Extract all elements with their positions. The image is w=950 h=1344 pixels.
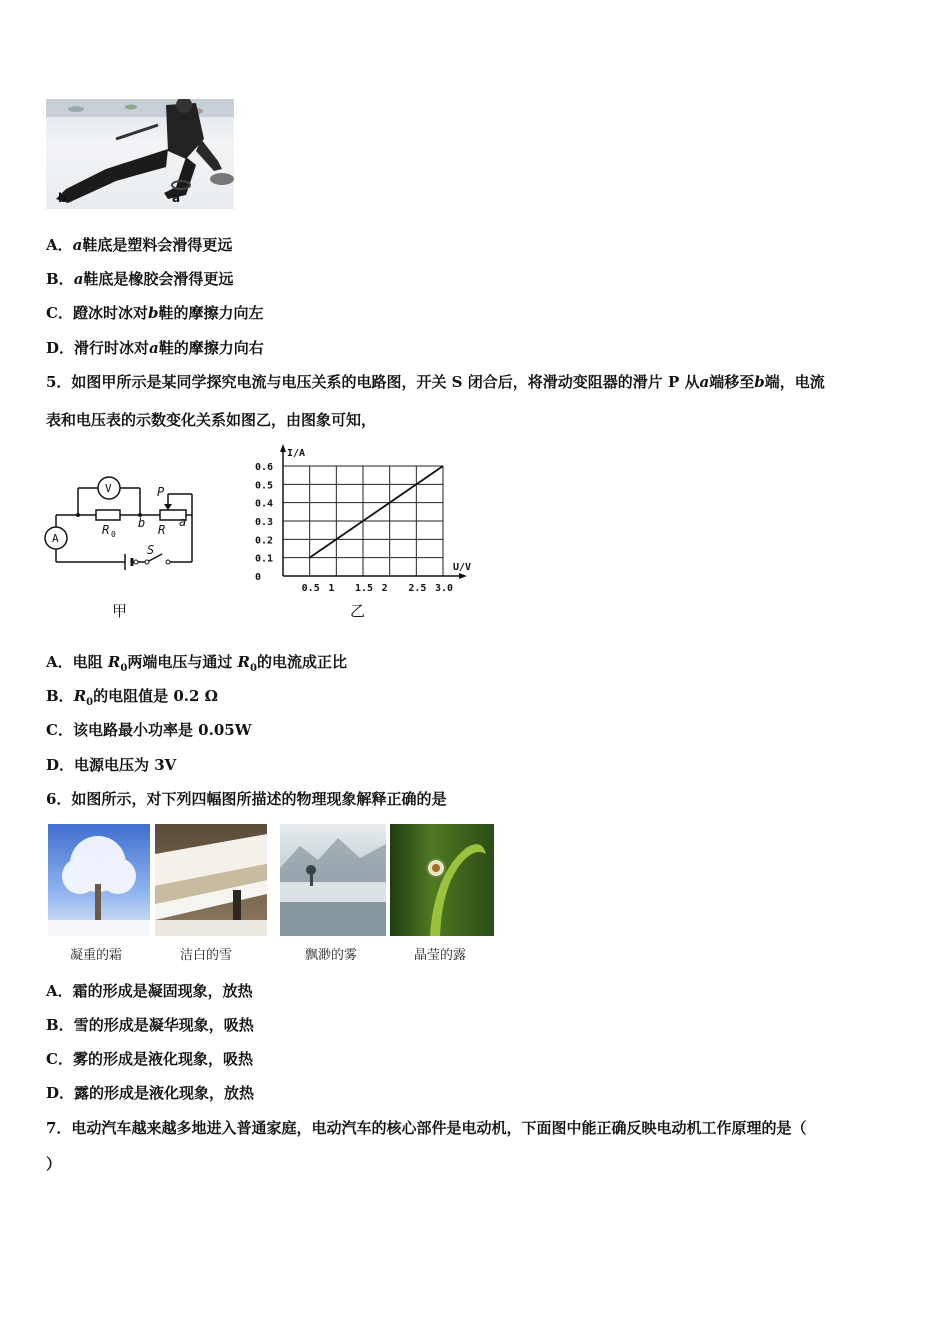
figure-yi-label: 乙: [350, 602, 366, 620]
figure-jia-label: 甲: [112, 602, 128, 620]
y-tick-label-4: 0.4: [255, 498, 274, 510]
iu-chart: [245, 440, 485, 600]
curling-photo-art: [46, 99, 234, 209]
shoe-label-b: b: [58, 191, 67, 205]
series-line-0: [310, 466, 443, 558]
snow-bench-photo: [155, 824, 267, 936]
q4-option-c[interactable]: C．蹬冰时冰对b鞋的摩擦力向左: [46, 304, 264, 322]
q6-option-d[interactable]: D．露的形成是液化现象，放热: [46, 1084, 255, 1102]
r0-sub: 0: [111, 530, 116, 539]
caption-dew: 晶莹的露: [413, 948, 466, 963]
q4-option-a[interactable]: A．a鞋底是塑料会滑得更远: [46, 236, 233, 254]
frost-photo: [48, 824, 150, 936]
y-tick-label-5: 0.5: [255, 480, 274, 492]
q4-option-b[interactable]: B．a鞋底是橡胶会滑得更远: [46, 270, 234, 288]
x-tick-label-5: 3.0: [435, 583, 454, 594]
q7-stem-line1: 7．电动汽车越来越多地进入普通家庭，电动汽车的核心部件是电动机，下面图中能正确反映电动机工作原理的是（: [46, 1119, 807, 1137]
ammeter-label: A: [52, 532, 59, 545]
x-tick-label-0: 0.5: [301, 583, 320, 594]
y-tick-label-3: 0.3: [255, 517, 274, 528]
q5-stem-line2: 表和电压表的示数变化关系如图乙，由图象可知，: [46, 411, 377, 429]
x-axis-label: U/V: [453, 562, 472, 573]
x-tick-label-4: 2.5: [408, 583, 427, 594]
q5-option-a[interactable]: A．电阻 $R_0$两端电压与通过 $R_0$的电流成正比: [46, 653, 347, 674]
fog-photo: [280, 824, 386, 936]
caption-snow: 洁白的雪: [179, 948, 232, 963]
q7-stem-line2: ）: [46, 1155, 62, 1173]
end-a-label: a: [179, 515, 187, 529]
y-tick-label-6: 0.6: [255, 462, 274, 473]
slider-label: P: [157, 485, 165, 499]
caption-frost: 凝重的霜: [69, 948, 122, 963]
voltmeter-label: V: [105, 482, 112, 495]
y-tick-label-1: 0.1: [255, 553, 274, 565]
y-tick-label-0: 0: [255, 572, 262, 583]
q6-option-b[interactable]: B．雪的形成是凝华现象，吸热: [46, 1016, 254, 1034]
y-tick-label-2: 0.2: [255, 535, 274, 547]
end-b-label: b: [138, 516, 146, 530]
dew-photo: [390, 824, 494, 936]
rheostat-label: R: [158, 523, 166, 537]
x-tick-label-3: 2: [381, 583, 388, 594]
r0-label: R: [102, 523, 110, 537]
q5-option-b[interactable]: B．$R_0$的电阻值是 0.2 Ω: [46, 687, 219, 708]
circuit-diagram: [40, 470, 210, 580]
q6-option-a[interactable]: A．霜的形成是凝固现象，放热: [46, 982, 253, 1000]
shoe-label-a: a: [172, 191, 181, 205]
x-tick-label-1: 1: [328, 583, 335, 594]
y-axis-label: I/A: [287, 448, 306, 459]
q5-option-d[interactable]: D．电源电压为 3V: [46, 756, 177, 774]
q6-option-c[interactable]: C．雾的形成是液化现象，吸热: [46, 1050, 253, 1068]
caption-fog: 飘渺的雾: [304, 948, 357, 963]
q5-stem-line1: 5．如图甲所示是某同学探究电流与电压关系的电路图，开关 S 闭合后，将滑动变阻器的滑片 P 从a端移至b端，电流: [46, 373, 825, 391]
curling-photo: [46, 99, 234, 209]
x-axis-arrow: [459, 573, 467, 579]
x-tick-label-2: 1.5: [355, 583, 374, 594]
q4-option-d[interactable]: D．滑行时冰对a鞋的摩擦力向右: [46, 339, 264, 357]
y-axis-arrow: [280, 444, 286, 452]
q6-stem: 6．如图所示，对下列四幅图所描述的物理现象解释正确的是: [46, 790, 447, 808]
q5-option-c[interactable]: C．该电路最小功率是 0.05W: [46, 721, 252, 739]
switch-label: S: [147, 543, 155, 557]
